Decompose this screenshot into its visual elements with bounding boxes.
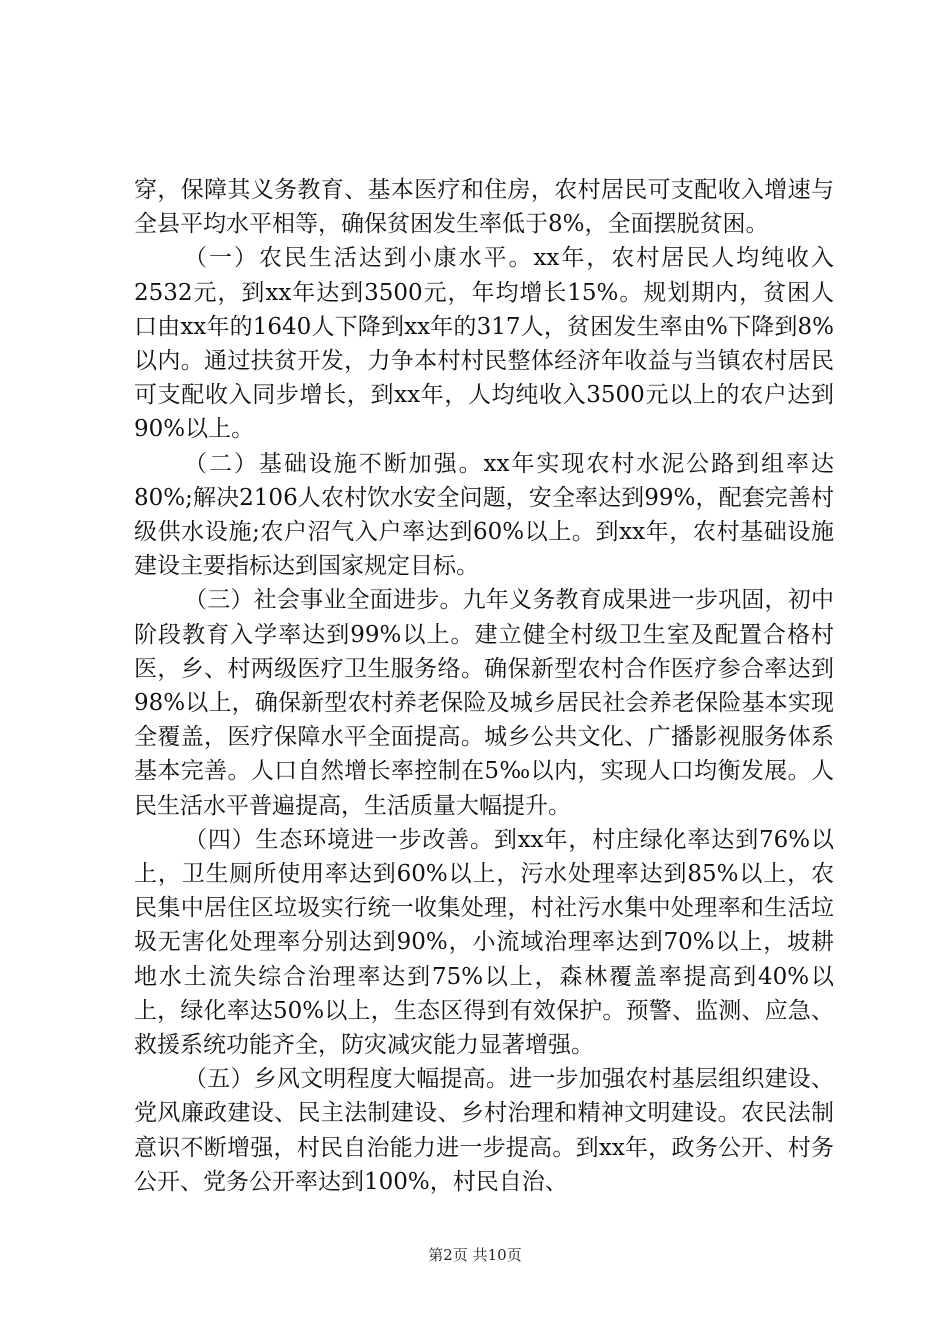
paragraph-social-affairs: （三）社会事业全面进步。九年义务教育成果进一步巩固，初中阶段教育入学率达到99%以上。建立健全村级卫生室及配置合格村医，乡、村两级医疗卫生服务络。确保新型农村合作医疗参合率达到98%以上，确保新型农村养老保险及城乡居民社会养老保险基本实现全覆盖，医疗保障水平全面提高。城乡公共文化、广播影视服务体系基本完善。人口自然增长率控制在5‰以内，实现人口均衡发展。人民生活水平普遍提高，生活质量大幅提升。	[134, 587, 834, 819]
paragraph-ecology: （四）生态环境进一步改善。到xx年，村庄绿化率达到76%以上，卫生厕所使用率达到60%以上，污水处理率达到85%以上，农民集中居住区垃圾实行统一收集处理，村社污水集中处理率和生活垃圾无害化处理率分别达到90%，小流域治理率达到70%以上，坡耕地水土流失综合治理率达到75%以上，森林覆盖率提高到40%以上，绿化率达50%以上，生态区得到有效保护。预警、监测、应急、救援系统功能齐全，防灾减灾能力显著增强。	[134, 826, 834, 1059]
page-number-footer: 第2页 共10页	[428, 1246, 522, 1264]
body-text	[134, 173, 834, 1199]
paragraph-infrastructure: （二）基础设施不断加强。xx年实现农村水泥公路到组率达80%;解决2106人农村饮水安全问题，安全率达到99%，配套完善村级供水设施;农户沼气入户率达到60%以上。到xx年，农村基础设施建设主要指标达到国家规定目标。	[134, 450, 834, 580]
paragraph-farmer-living: （一）农民生活达到小康水平。xx年，农村居民人均纯收入2532元，到xx年达到3500元，年均增长15%。规划期内，贫困人口由xx年的1640人下降到xx年的317人，贫困发生率由%下降到8%以内。通过扶贫开发，力争本村村民整体经济年收益与当镇农村居民可支配收入同步增长，到xx年，人均纯收入3500元以上的农户达到90%以上。	[134, 245, 834, 443]
paragraph-civilization: （五）乡风文明程度大幅提高。进一步加强农村基层组织建设、党风廉政建设、民主法制建设、乡村治理和精神文明建设。农民法制意识不断增强，村民自治能力进一步提高。到xx年，政务公开、村务公开、党务公开率达到100%，村民自治、	[134, 1066, 834, 1195]
paragraph-continuation: 穿，保障其义务教育、基本医疗和住房，农村居民可支配收入增速与全县平均水平相等，确保贫困发生率低于8%，全面摆脱贫困。	[134, 177, 834, 238]
